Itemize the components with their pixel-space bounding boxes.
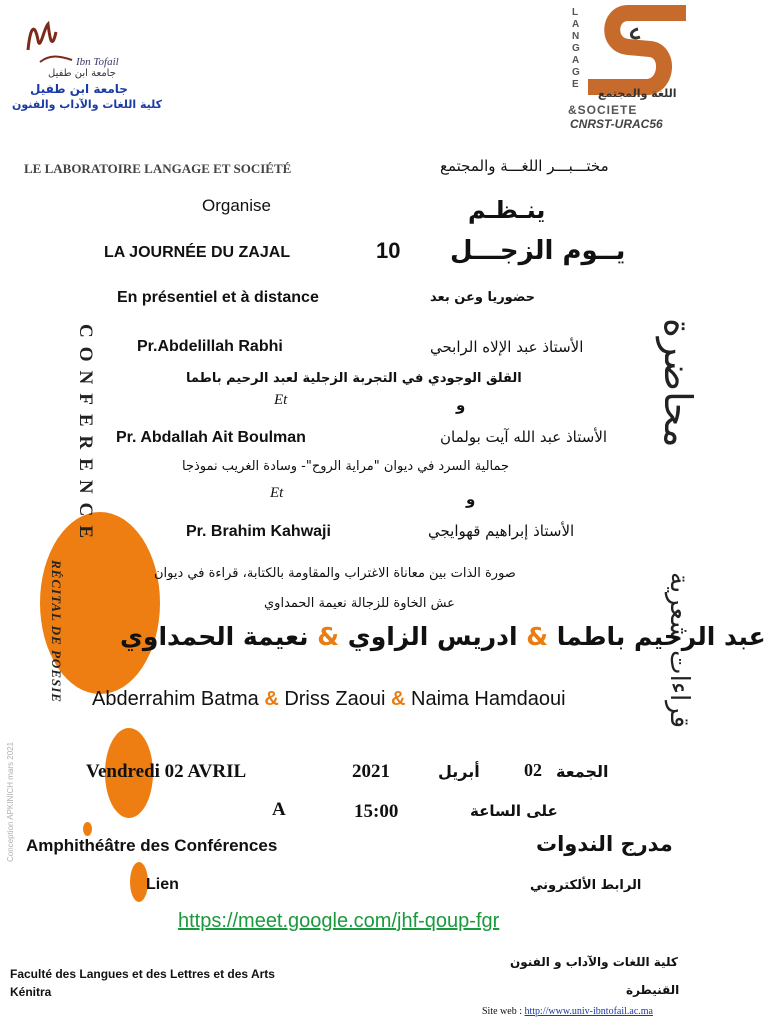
poet-1-fr: Abderrahim Batma: [92, 688, 259, 710]
lab-title-fr: LE LABORATOIRE LANGAGE ET SOCIÉTÉ: [24, 161, 292, 176]
recital-label-text: RÉCITAL DE POESIE: [49, 560, 64, 703]
ampersand-1-ar: &: [526, 622, 549, 651]
speaker-1-name-fr: Pr.Abdelillah Rabhi: [137, 338, 283, 355]
logo-societe-text: &SOCIETE: [568, 103, 638, 117]
langage-societe-logo: [568, 5, 693, 135]
arabic-conference-text: محاضرة: [656, 318, 700, 448]
ibn-tofail-logo: [20, 10, 130, 90]
design-credit-text: Conception APKINICH mars 2021: [6, 741, 15, 862]
poets-french-line: [92, 688, 566, 711]
date-fr: Vendredi 02 AVRIL: [86, 761, 247, 782]
speaker-3-name-fr: Pr. Brahim Kahwaji: [186, 523, 331, 540]
footer-city-fr: Kénitra: [10, 985, 52, 999]
organise-ar: ينـظـم: [468, 196, 546, 224]
time-ar: على الساعة: [470, 802, 558, 820]
ampersand-2-fr: &: [391, 688, 406, 710]
event-edition-number: 10: [376, 238, 401, 263]
s-letter-logo-icon: [588, 5, 688, 95]
footer-city-ar: القنيطرة: [626, 983, 680, 997]
event-title-fr: LA JOURNÉE DU ZAJAL: [104, 244, 291, 261]
speaker-1-name-ar: الأستاذ عبد الإلاه الرابحي: [430, 338, 584, 356]
footer-faculty-ar: كلية اللغات والآداب و الفنون: [510, 955, 678, 969]
speaker-3-name-ar: الأستاذ إبراهيم قهوايجي: [428, 522, 575, 540]
faculty-name-arabic: كلية اللغات والآداب والفنون: [12, 98, 163, 111]
poet-2-ar: ادريس الزاوي: [347, 622, 518, 651]
speaker-1-and-ar: و: [456, 396, 466, 414]
venue-ar: مدرج الندوات: [536, 832, 673, 856]
conference-vertical-label: [74, 324, 96, 547]
footer-website: [482, 1006, 653, 1017]
time-a-fr: A: [272, 799, 286, 820]
calligraphy-logo-icon: [20, 10, 80, 70]
meeting-link[interactable]: https://meet.google.com/jhf-qoup-fgr: [178, 910, 500, 932]
link-label-ar: الرابط الألكتروني: [530, 878, 642, 893]
website-label: Site web :: [482, 1006, 525, 1017]
ampersand-1-fr: &: [264, 688, 279, 710]
website-link[interactable]: http://www.univ-ibntofail.ac.ma: [524, 1006, 653, 1017]
speaker-2-and-ar: و: [466, 490, 476, 508]
conference-label-text: CONFERENCE: [75, 324, 96, 548]
poet-1-ar: عبد الرحيم باطما: [556, 622, 766, 651]
link-label-fr: Lien: [146, 876, 179, 893]
lab-title-ar: مختـــبـــر اللغـــة والمجتمع: [440, 157, 609, 175]
arabic-readings-text: قراءات شعرية: [664, 572, 694, 729]
logo-latin-text: Ibn Tofail: [76, 56, 119, 68]
mode-fr: En présentiel et à distance: [117, 289, 319, 306]
speaker-1-et: Et: [274, 392, 288, 408]
poet-3-ar: نعيمة الحمداوي: [120, 622, 309, 651]
organise-fr: Organise: [202, 196, 271, 215]
mode-ar: حضوريا وعن بعد: [430, 290, 536, 305]
arabic-conference-vertical: [656, 318, 700, 448]
date-month-ar: أبريل: [438, 762, 480, 781]
logo-cnrst-code: CNRST-URAC56: [570, 117, 663, 131]
venue-fr: Amphithéâtre des Conférences: [26, 836, 278, 855]
ampersand-2-ar: &: [317, 622, 340, 651]
logo-vertical-letters: LANGAGE: [572, 7, 580, 90]
date-year: 2021: [352, 761, 390, 782]
date-day-num-ar: 02: [524, 760, 542, 780]
footer-faculty-fr: Faculté des Langues et des Lettres et des Arts: [10, 967, 275, 981]
decorative-orange-dot: [83, 822, 92, 836]
date-day-ar: الجمعة: [556, 762, 609, 781]
university-name-arabic: جامعة ابن طفيل: [30, 82, 128, 96]
speaker-1-talk-title: القلق الوجودي في التجربة الزجلية لعبد الرحيم باطما: [186, 371, 522, 386]
recital-vertical-label: [48, 560, 64, 703]
poets-arabic-line: [120, 622, 766, 651]
speaker-2-name-ar: الأستاذ عبد الله آيت بولمان: [440, 428, 608, 446]
event-title-ar: يــوم الزجـــل: [450, 236, 626, 266]
time-value: 15:00: [354, 801, 399, 822]
speaker-2-talk-title: جمالية السرد في ديوان "مراية الروح"- وسادة الغريب نموذجا: [182, 459, 510, 474]
poet-2-fr: Driss Zaoui: [284, 688, 386, 710]
logo-arabic-subtitle: اللغة والمجتمع: [598, 87, 677, 100]
poet-3-fr: Naima Hamdaoui: [411, 688, 566, 710]
speaker-3-talk-line-1: صورة الذات بين معاناة الاغتراب والمقاومة بالكتابة، قراءة في ديوان: [154, 566, 516, 581]
speaker-2-name-fr: Pr. Abdallah Ait Boulman: [116, 429, 306, 446]
speaker-3-talk-line-2: عش الخاوة للزجالة نعيمة الحمداوي: [264, 596, 455, 611]
logo-arabic-text: جامعة ابن طفيل: [48, 68, 116, 79]
speaker-2-et: Et: [270, 485, 284, 501]
design-credit: [6, 742, 15, 862]
